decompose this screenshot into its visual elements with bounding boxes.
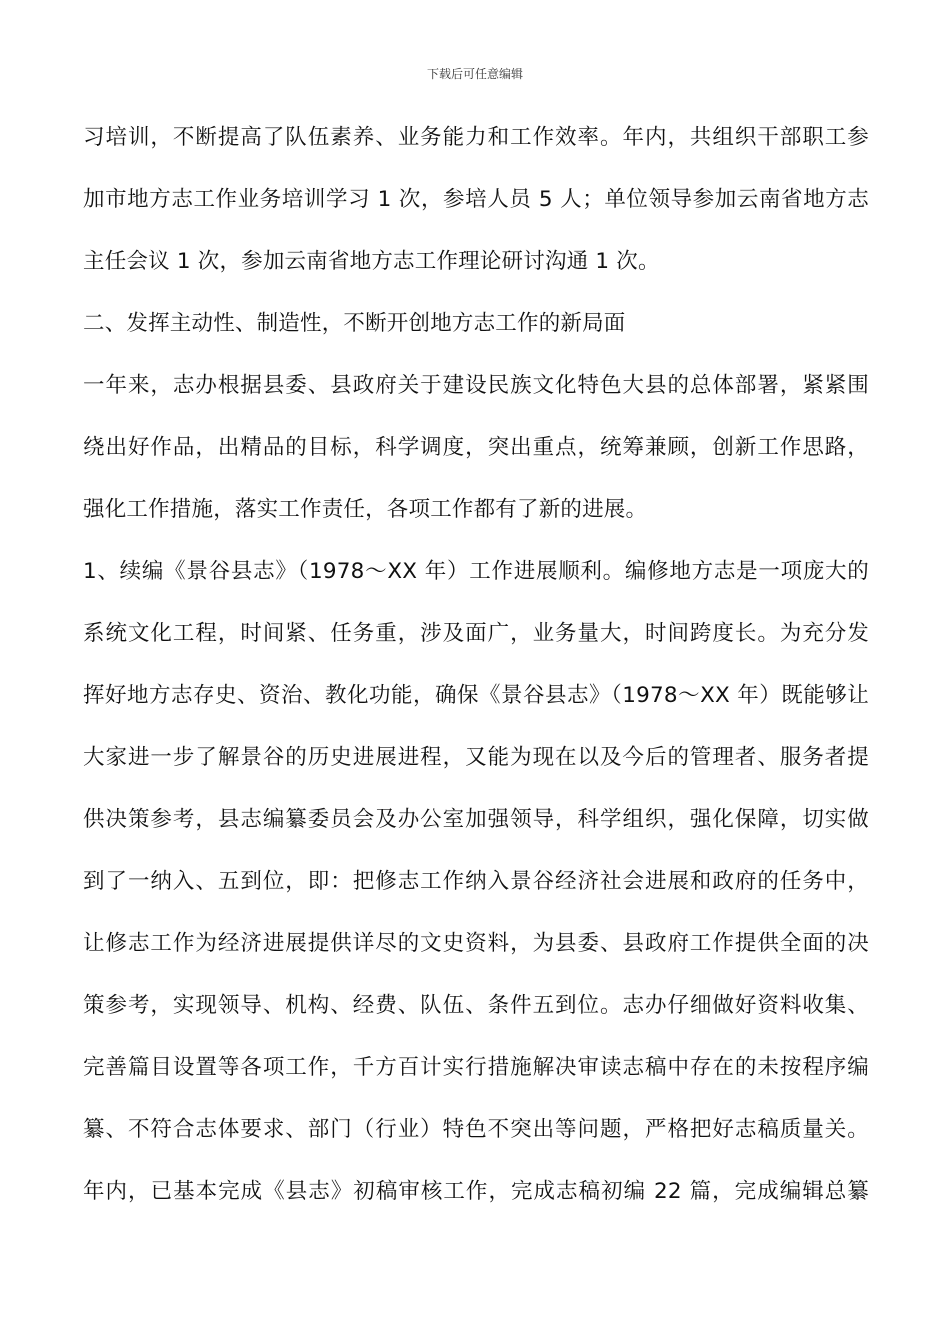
text-line: 加市地方志工作业务培训学习 1 次，参培人员 5 人；单位领导参加云南省地方志 — [83, 187, 869, 212]
text-line: 供决策参考，县志编纂委员会及办公室加强领导，科学组织，强化保障，切实做 — [83, 807, 869, 832]
text-line: 纂、不符合志体要求、部门（行业）特色不突出等问题，严格把好志稿质量关。 — [83, 1117, 869, 1142]
text-line: 策参考，实现领导、机构、经费、队伍、条件五到位。志办仔细做好资料收集、 — [83, 993, 869, 1018]
text-line: 强化工作措施，落实工作责任，各项工作都有了新的进展。 — [83, 497, 648, 522]
text-line: 1、续编《景谷县志》（1978～XX 年）工作进展顺利。编修地方志是一项庞大的 — [83, 559, 869, 584]
page-header: 下载后可任意编辑 — [426, 67, 523, 81]
text-line: 主任会议 1 次，参加云南省地方志工作理论研讨沟通 1 次。 — [83, 249, 660, 274]
text-line: 大家进一步了解景谷的历史进展进程，又能为现在以及今后的管理者、服务者提 — [83, 745, 869, 770]
text-line: 完善篇目设置等各项工作，千方百计实行措施解决审读志稿中存在的未按程序编 — [83, 1055, 869, 1080]
text-line: 习培训，不断提高了队伍素养、业务能力和工作效率。年内，共组织干部职工参 — [83, 125, 869, 150]
text-line: 年内，已基本完成《县志》初稿审核工作，完成志稿初编 22 篇，完成编辑总纂 — [83, 1179, 869, 1204]
text-line: 让修志工作为经济进展提供详尽的文史资料，为县委、县政府工作提供全面的决 — [83, 931, 869, 956]
text-line: 系统文化工程，时间紧、任务重，涉及面广，业务量大，时间跨度长。为充分发 — [83, 621, 869, 646]
text-line: 一年来，志办根据县委、县政府关于建设民族文化特色大县的总体部署，紧紧围 — [83, 373, 869, 398]
text-line: 挥好地方志存史、资治、教化功能，确保《景谷县志》（1978～XX 年）既能够让 — [83, 683, 869, 708]
text-line: 到了一纳入、五到位，即：把修志工作纳入景谷经济社会进展和政府的任务中， — [83, 869, 869, 894]
document-body — [83, 120, 869, 1236]
text-line: 绕出好作品，出精品的目标，科学调度，突出重点，统筹兼顾，创新工作思路， — [83, 435, 869, 460]
section-heading: 二、发挥主动性、制造性，不断开创地方志工作的新局面 — [83, 311, 626, 336]
